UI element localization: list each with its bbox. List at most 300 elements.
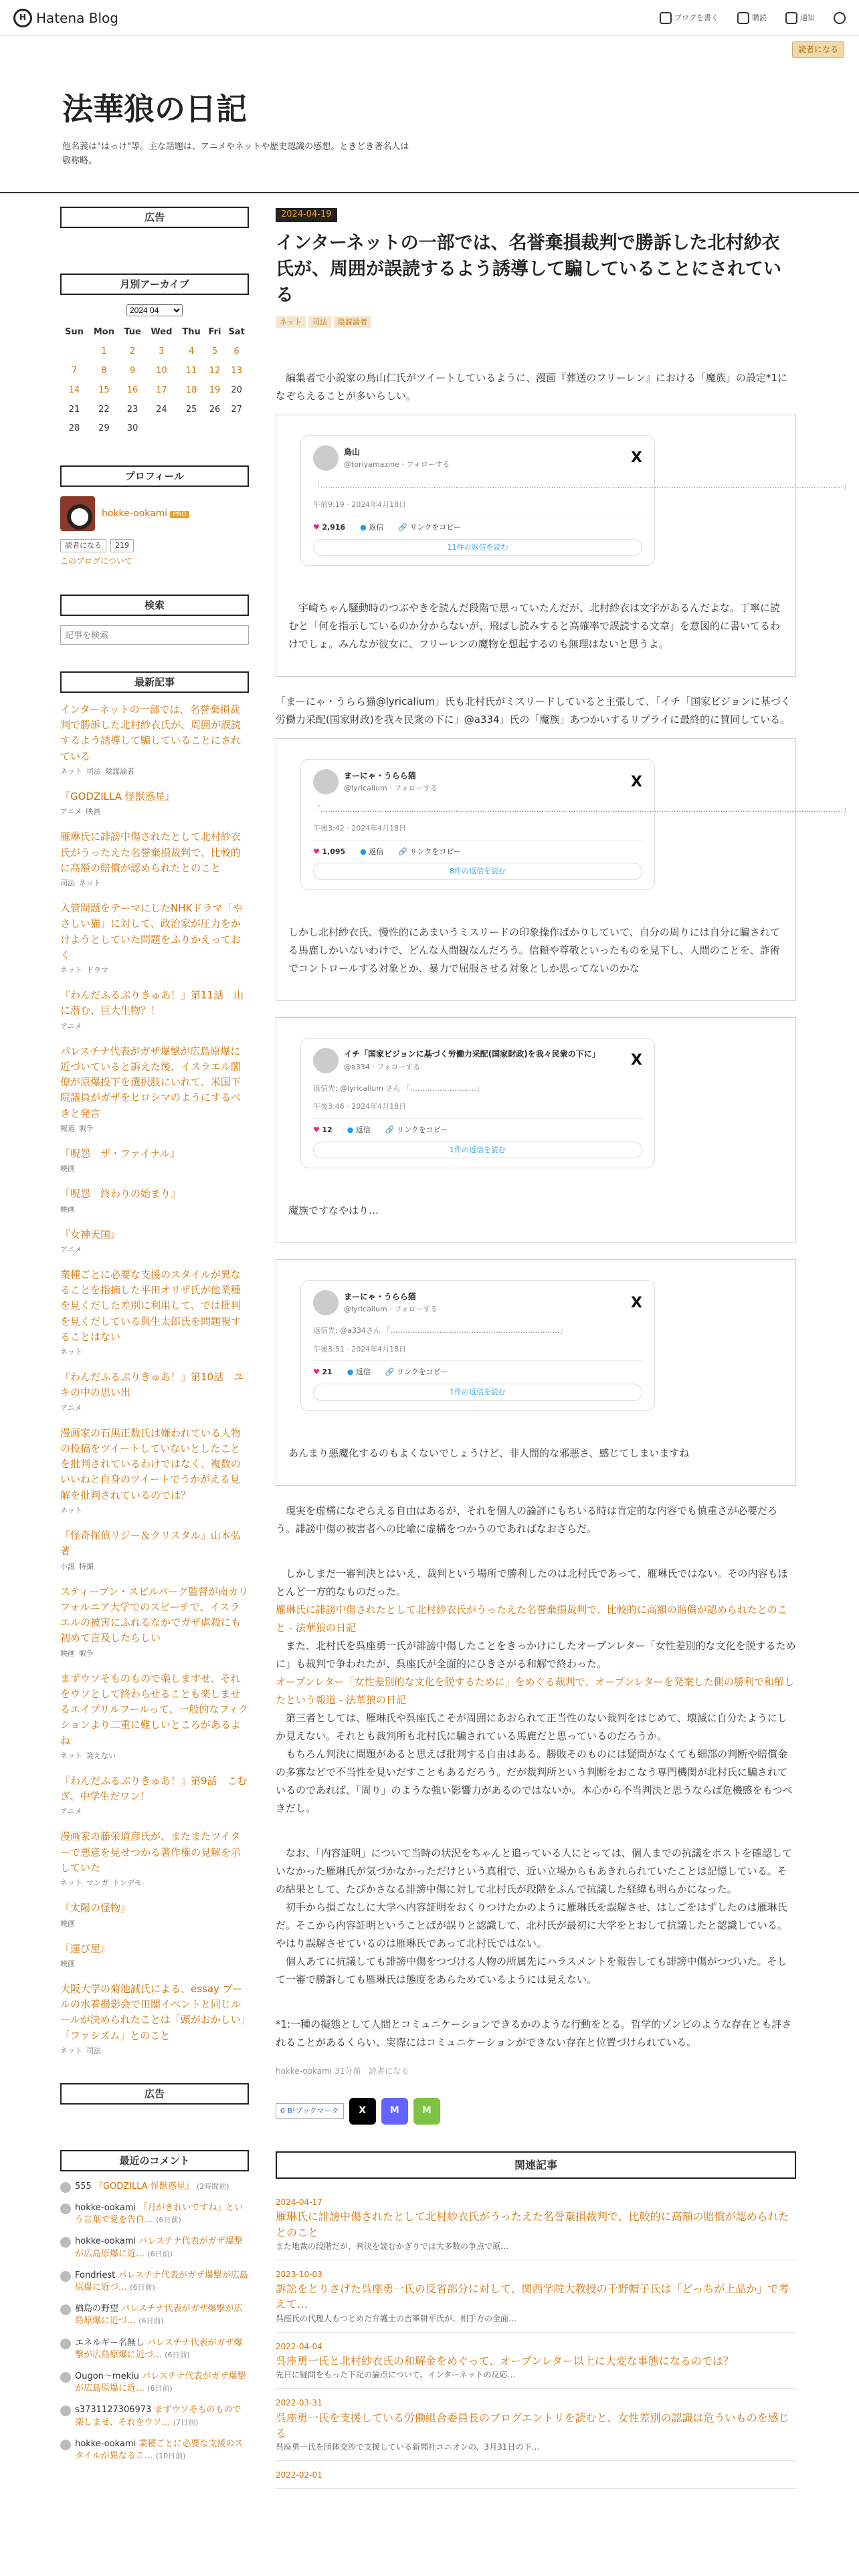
bell-icon — [785, 12, 797, 24]
related-entry-title[interactable]: 呉座勇一氏と北村紗衣氏の和解金をめぐって、オープンレター以上に大変な事態になるのでは？ — [276, 2354, 734, 2367]
calendar-day: 28 — [68, 423, 80, 434]
inline-link[interactable]: オープンレター「女性差別的な文化を脱するために」をめぐる裁判で、オープンレターを発案した側の勝利で和解したという報道 - 法華狼の日記 — [276, 1675, 795, 1706]
recent-entry-categories — [60, 1204, 249, 1215]
calendar-day — [205, 419, 225, 439]
recent-entry-categories — [60, 1750, 249, 1761]
recent-entry-categories — [60, 1877, 249, 1889]
search-module — [60, 595, 249, 645]
category-tag[interactable]: ネット — [60, 2046, 82, 2055]
copy-link-action[interactable] — [398, 522, 461, 534]
recent-entry — [60, 1227, 249, 1255]
tweet-header — [313, 769, 642, 794]
byline[interactable]: hokke-ookami 31分前 読者になる — [276, 2066, 409, 2076]
commenter-icon — [60, 2304, 71, 2315]
copy-link-action[interactable] — [385, 1124, 448, 1136]
category-tag[interactable]: ネット — [60, 1879, 82, 1888]
calendar-day[interactable]: 7 — [71, 365, 78, 376]
tweet-header — [313, 1048, 642, 1073]
calendar-day-header: Mon — [93, 327, 114, 338]
category-tag[interactable]: 笑えない — [86, 1751, 116, 1760]
x-logo-icon[interactable]: X — [631, 1294, 642, 1311]
comment-time: (6日前) — [165, 2350, 190, 2359]
mastodon-share-icon[interactable]: M — [381, 2098, 408, 2125]
recent-entry-categories — [60, 1163, 249, 1174]
category-tag[interactable]: ネット — [60, 966, 82, 975]
category-tag[interactable]: 映画 — [60, 1164, 75, 1174]
calendar-day[interactable]: 18 — [185, 385, 197, 395]
pencil-icon — [660, 12, 672, 24]
related-entry — [276, 2264, 796, 2333]
misskey-share-icon[interactable]: M — [413, 2098, 440, 2125]
recent-entry — [60, 1528, 249, 1572]
category-tag[interactable]: マンガ — [86, 1879, 108, 1888]
recent-entry-link[interactable]: 入管問題をテーマにしたNHKドラマ「やさしい猫」に対して、政治家が圧力をかけようとしていた問題をふりかえっておく — [60, 902, 243, 961]
category-tag[interactable]: ドラマ — [86, 966, 108, 975]
comment-item — [60, 2236, 249, 2260]
tweet-embed[interactable] — [300, 759, 850, 889]
calendar-day[interactable]: 11 — [185, 365, 197, 376]
reply-action[interactable] — [347, 1366, 371, 1378]
ad-title-2: 広告 — [60, 2083, 249, 2105]
hatena-logo-icon: H — [13, 9, 32, 27]
category-tag[interactable]: ネット — [60, 766, 82, 776]
recent-entry-categories — [60, 1561, 249, 1572]
category-tag[interactable]: 小説 — [60, 1562, 75, 1571]
comment-time: (6日前) — [147, 2384, 173, 2393]
related-entry — [276, 2192, 796, 2260]
write-link[interactable] — [660, 12, 719, 24]
category-tag[interactable]: 特撮 — [79, 1562, 94, 1571]
calendar-day[interactable]: 16 — [126, 385, 138, 395]
calendar-day: 27 — [231, 404, 242, 415]
paragraph: もちろん判決に問題があると思えば批判する自由はある。勝敗そのものには疑問がなくても細部の判断や賠償金の多寡などで不当性を見いだすこともあるだろう。だが裁判所という判断をおこなう専門機関が北村氏に騙されているのであれば、「周り」のような強い影響力があるのではないか。本心から不当判決と思うならば危機感をもつべきだし。 — [276, 1747, 793, 1814]
tweet-embed[interactable] — [300, 1280, 655, 1410]
blog-description: 他名義は"はっけ"等。主な話題は、アニメやネットや歴史認識の感想。ときどき著名人は敬称略。 — [62, 141, 409, 166]
comment-item — [60, 2404, 249, 2428]
tweet-actions — [313, 1361, 642, 1384]
user-icon — [834, 12, 846, 24]
related-entry-excerpt: また地裁の段階だが、判決を読むかぎりでは大多数の争点で原… — [276, 2241, 509, 2251]
comment-entry-link[interactable]: パレスチナ代表がガザ爆撃が広島原爆に近づ… — [75, 2270, 248, 2293]
recent-entry-link[interactable]: 『わんだふるぷりきゅあ！』第10話 ユキの中の思い出 — [60, 1371, 244, 1399]
link-icon: 🔗 — [385, 1125, 395, 1134]
recent-entry-categories — [60, 1244, 249, 1255]
category-tag[interactable]: ネット — [60, 1348, 82, 1357]
tweet-display-name[interactable]: イチ「国家ビジョンに基づく労働力采配(国家財政)を我々民衆の下に」 — [344, 1049, 600, 1059]
copy-link-action[interactable] — [398, 846, 461, 858]
recent-entry-link[interactable]: 『わんだふるぷりきゅあ！』第9話 こむぎ、中学生だワン！ — [60, 1774, 248, 1803]
calendar-day: 24 — [156, 404, 167, 415]
tweet-text: 「……………………………………………………………………………………………………………………………………………………………………………………………」 — [313, 481, 850, 490]
tweet-text: 返信先: @a334さん 「……………………………………………………………」 — [313, 1326, 567, 1335]
comment-time: (6日前) — [147, 2249, 173, 2258]
calendar-day[interactable]: 3 — [159, 346, 165, 357]
calendar-day[interactable]: 14 — [68, 385, 80, 395]
related-entry — [276, 2393, 796, 2461]
related-entry-title[interactable]: 訴訟をとりさげた呉座勇一氏の反省部分に対して、関西学院大教授の千野帽子氏は「どっちが上品か」で考えて… — [276, 2282, 789, 2311]
x-logo-icon[interactable]: X — [631, 773, 642, 790]
recent-entry-categories — [60, 1021, 249, 1032]
read-replies-button[interactable]: 11件の返信を読む — [313, 539, 642, 556]
category-tag[interactable]: 陰謀論者 — [105, 766, 134, 776]
paragraph: 編集者で小説家の鳥山仁氏がツイートしているように、漫画『葬送のフリーレン』における「魔族」の設定*1になぞらえることが多いらしい。 — [276, 372, 788, 402]
recent-entry-categories — [60, 1918, 249, 1929]
x-logo-icon[interactable]: X — [631, 449, 642, 467]
calendar-day[interactable]: 8 — [101, 365, 107, 376]
comment-entry-link[interactable]: 『月がきれいですね』という言葉で愛を告白… — [75, 2203, 244, 2226]
commenter-name[interactable]: hokke-ookami — [75, 2236, 136, 2247]
tweet-avatar[interactable] — [313, 769, 339, 794]
recent-entry — [60, 1829, 249, 1889]
tweet-embed[interactable] — [300, 1038, 655, 1168]
recent-entry — [60, 901, 249, 976]
recent-entry — [60, 1901, 249, 1929]
recent-entry — [60, 1370, 249, 1414]
category-tag[interactable]: 映画 — [60, 1959, 75, 1968]
profile-module — [60, 465, 249, 568]
like-action[interactable] — [313, 1366, 332, 1378]
profile-name[interactable]: hokke-ookami — [102, 508, 168, 519]
tweet-actions — [313, 516, 642, 539]
recent-entry-link[interactable]: スティーブン・スピルバーグ監督が南カリフォルニア大学でのスピーチで、イスラエルの被害にふれるなかでガザ虐殺にも初めて言及したらしい — [60, 1585, 249, 1644]
category-tag[interactable]: 映画 — [60, 1648, 75, 1658]
tweet-embed[interactable] — [300, 435, 850, 566]
recent-entry — [60, 1426, 249, 1516]
calendar-day-header: Tue — [124, 327, 141, 338]
calendar-day[interactable]: 17 — [156, 385, 167, 395]
calendar-day[interactable]: 13 — [231, 365, 242, 376]
read-replies-button[interactable]: 1件の返信を読む — [313, 1384, 642, 1401]
reply-icon: ● — [347, 1125, 354, 1134]
link-icon: 🔗 — [398, 847, 407, 856]
recent-module — [60, 671, 249, 2056]
entry-tag[interactable]: ネット — [276, 316, 306, 328]
recent-entry-link[interactable]: 『太陽の怪物』 — [60, 1902, 131, 1915]
recent-entry-link[interactable]: 『運び屋』 — [60, 1942, 111, 1955]
recent-entry-link[interactable]: 『呪怨 終わりの始まり』 — [60, 1188, 181, 1200]
reply-label: 返信 — [369, 847, 384, 856]
search-title: 検索 — [60, 595, 249, 616]
related-entry-title[interactable]: 呉座勇一氏を支援している労働組合委員長のブログエントリを読むと、女性差別の認識は危ういものを感じる — [276, 2411, 789, 2440]
commenter-icon — [60, 2204, 71, 2214]
notifications-link[interactable] — [785, 12, 815, 24]
comment-entry-link[interactable]: パレスチナ代表がガザ爆撃が広島原爆に近づ… — [75, 2337, 243, 2360]
tweet-header — [313, 1290, 642, 1315]
calendar-day[interactable]: 9 — [129, 365, 136, 376]
reply-action[interactable] — [347, 1124, 371, 1136]
tweet-avatar[interactable] — [313, 1290, 339, 1315]
reply-icon: ● — [360, 523, 367, 532]
reply-icon: ● — [347, 1368, 354, 1377]
tweet-display-name[interactable]: まーにゃ・うらら猫 — [344, 770, 416, 780]
comment-time: (7日前) — [173, 2418, 199, 2427]
copy-link-label: リンクをコピー — [409, 523, 461, 532]
commenter-icon — [60, 2182, 71, 2193]
related-title: 関連記事 — [276, 2151, 796, 2179]
category-tag[interactable]: 司法 — [86, 766, 101, 776]
category-tag[interactable]: ネット — [60, 1751, 82, 1760]
commenter-name[interactable]: 555 — [75, 2181, 92, 2191]
calendar-day[interactable]: 10 — [156, 365, 167, 376]
book-icon — [737, 12, 749, 24]
calendar-day-header: Wed — [151, 327, 173, 338]
like-action[interactable] — [313, 846, 345, 858]
category-tag[interactable]: 司法 — [60, 879, 75, 888]
related-entry-date: 2024-04-17 — [276, 2197, 322, 2208]
category-tag[interactable]: アニメ — [60, 1021, 82, 1031]
commenter-icon — [60, 2372, 71, 2383]
category-tag[interactable]: トンデモ — [112, 1879, 142, 1888]
subscribe-link[interactable] — [737, 12, 767, 24]
commenter-name[interactable]: Ougon～mekiu — [75, 2371, 139, 2381]
blog-title[interactable]: 法華狼の日記 — [62, 91, 247, 127]
recent-entry-link[interactable]: 『呪怨 ザ・ファイナル』 — [60, 1147, 180, 1160]
comment-time: (6日前) — [138, 2317, 164, 2326]
recent-entry — [60, 1146, 249, 1174]
tweet-handle[interactable]: @a334 · フォローする — [344, 1062, 421, 1071]
follower-count: 219 — [110, 539, 134, 552]
like-count: 1,095 — [322, 847, 346, 856]
tweet-avatar[interactable] — [313, 445, 339, 471]
recent-entry-link[interactable]: 『女神天国』 — [60, 1228, 121, 1241]
inline-link[interactable]: 雁琳氏に誹謗中傷されたとして北村紗衣氏がうったえた名誉棄損裁判で、比較的に高額の賠償が認められたとのこと - 法華狼の日記 — [276, 1603, 787, 1634]
tweet-text: 返信先: @lyricalium さん 「………………………」 — [313, 1083, 484, 1093]
tweet-actions — [313, 841, 642, 863]
comments-module — [60, 2150, 249, 2462]
calendar-day[interactable]: 4 — [188, 346, 195, 357]
paragraph: あんまり悪魔化するのもよくないでしょうけど、非人間的な邪悪さ、感じてしまいますね — [288, 1446, 690, 1459]
recent-entry-categories — [60, 1806, 249, 1817]
recent-entry-categories — [60, 766, 249, 777]
subscribe-label: 購読 — [752, 13, 767, 22]
commenter-name[interactable]: hokke-ookami — [75, 2203, 136, 2214]
link-icon: 🔗 — [398, 523, 407, 532]
entry-tag[interactable]: 陰謀論者 — [334, 316, 371, 328]
tweet-timestamp[interactable]: 午後3:42 · 2024年4月18日 — [313, 823, 642, 841]
profile-title: プロフィール — [60, 465, 249, 487]
related-entry-excerpt: 先日に疑問をもった下記の論点について、インターネットの反応… — [276, 2370, 516, 2380]
related-entry — [276, 2465, 796, 2489]
hatena-logo[interactable] — [13, 7, 118, 29]
comment-item — [60, 2371, 249, 2395]
calendar-day[interactable]: 15 — [98, 385, 110, 395]
follow-button[interactable]: 読者になる — [60, 539, 106, 552]
recent-entry-categories — [60, 1958, 249, 1969]
paragraph: しかし北村紗衣氏、慢性的にあまいうミスリードの印象操作ばかりしていて、自分の周りには自分に騙されてる馬鹿しかいないわけで、どんな人間観なんだろう。信頼や尊敬といったものを見下し、人間のことを、詐術でコントロールする対象とか、暴力で屈服させる対象としか思ってないのかな — [288, 926, 780, 974]
reply-icon: ● — [360, 847, 367, 856]
reply-label: 返信 — [369, 523, 384, 532]
bookmark-button[interactable]: 0 B!ブックマーク — [276, 2103, 344, 2119]
recent-entry-link[interactable]: 『GODZILLA 怪獣惑星』 — [60, 790, 175, 802]
commenter-name[interactable]: 楢島の野望 — [75, 2304, 119, 2315]
recent-entry-categories — [60, 806, 249, 817]
global-header — [0, 0, 859, 36]
pro-badge: PRO — [170, 511, 189, 518]
reply-action[interactable] — [360, 846, 383, 858]
commenter-name[interactable]: hokke-ookami — [75, 2438, 136, 2449]
recent-entry-link[interactable]: パレスチナ代表がガザ爆撃が広島原爆に近づいていると訴えた後、イスラエル閣僚が原爆投下を選択肢にいれて、米国下院議員がガザをヒロシマのようにするべきと発言 — [60, 1045, 242, 1119]
comment-entry-link[interactable]: 『GODZILLA 怪獣惑星』 — [94, 2181, 194, 2191]
recent-entry-categories — [60, 1123, 249, 1134]
paragraph: また、北村氏を呉座勇一氏が誹謗中傷したことをきっかけにしたオープンレター「女性差別的な文化を脱するために」も裁判で争われたが、呉座氏が全面的にひきさがる和解で終わった。 — [276, 1639, 796, 1670]
user-menu[interactable] — [834, 12, 846, 24]
comment-item — [60, 2181, 249, 2193]
commenter-icon — [60, 2237, 71, 2248]
calendar-day[interactable]: 1 — [101, 346, 107, 357]
subscribe-button[interactable]: 読者になる — [792, 41, 844, 58]
tweet-display-name[interactable]: 鳥山 — [344, 447, 361, 457]
heart-icon: ♥ — [313, 523, 320, 532]
calendar-day-header: Sun — [65, 327, 84, 338]
paragraph: 初手から損ごなしに大学へ内容証明をおくりつけたかのように雁琳氏を誤解させ、はしごをはずしたのは雁琳氏だ。そこから内容証明ということばが誤りと認識して、北村氏が最初に大学をとおして抗議したと認識している。やはり誤解させているのは雁琳氏であって北村氏ではない。 — [276, 1901, 787, 1949]
category-tag[interactable]: 映画 — [60, 1204, 75, 1214]
footnote: *1:一種の擬態として人間とコミュニケーションできるかのような行動をとる。哲学的ゾンビのような存在とも評されることがあるくらい、実際にはコミュニケーションができない存在と位置づけられている。 — [276, 2018, 792, 2048]
calendar-day — [60, 342, 88, 362]
like-action[interactable] — [313, 522, 345, 534]
tweet-timestamp[interactable]: 午後3:51 · 2024年4月18日 — [313, 1344, 642, 1362]
category-tag[interactable]: 戦争 — [79, 1123, 94, 1133]
calendar-day[interactable]: 5 — [211, 346, 218, 357]
reply-action[interactable] — [360, 522, 383, 534]
recent-entry-categories — [60, 1648, 249, 1659]
category-tag[interactable]: アニメ — [60, 1245, 82, 1254]
about-link[interactable]: このブログについて — [60, 556, 132, 566]
comments-title: 最近のコメント — [60, 2150, 249, 2171]
related-entry-date: 2023-10-03 — [276, 2270, 322, 2280]
calendar-day[interactable]: 12 — [209, 365, 221, 376]
reply-label: 返信 — [355, 1125, 371, 1134]
calendar-day: 22 — [98, 404, 110, 415]
calendar-day: 23 — [126, 404, 138, 415]
recent-entry-link[interactable]: 『わんだふるぷりきゅあ！』第11話 山に潜む、巨大生物？！ — [60, 989, 244, 1017]
calendar-day[interactable]: 6 — [233, 346, 240, 357]
recent-entry — [60, 988, 249, 1032]
category-tag[interactable]: 司法 — [86, 2046, 101, 2055]
paragraph: しかしまだ一審判決とはいえ、裁判という場所で勝利したのは北村氏であって、雁琳氏ではない。その内容もほとんど一方的なものだった。 — [276, 1567, 788, 1598]
main-content — [276, 207, 850, 2493]
comment-item — [60, 2202, 249, 2226]
tweet-display-name[interactable]: まーにゃ・うらら猫 — [344, 1291, 416, 1301]
recent-entry-link[interactable]: 漫画家の藤栄道彦氏が、またまたツイターで悪意を見せつかる著作権の見解を示していた — [60, 1830, 242, 1874]
related-entry-date: 2022-02-01 — [276, 2470, 322, 2480]
archive-module — [60, 274, 249, 439]
related-entry-title[interactable]: 雁琳氏に誹謗中傷されたとして北村紗衣氏がうったえた名誉棄損裁判で、比較的に高額の賠償が認められたとのこと — [276, 2210, 789, 2239]
calendar-day — [178, 419, 205, 439]
category-tag[interactable]: 報道 — [60, 1123, 75, 1133]
recent-entry-link[interactable]: 大阪大学の菊池誠氏による、essay ブールの水着撮影会で田閣イベントと同じルールが決められたことは「頭がおかしい」「ファシズム」とのこと — [60, 1982, 246, 2042]
comment-entry-link[interactable]: パレスチナ代表がガザ爆撃が広島原爆に近づ… — [75, 2304, 243, 2327]
entry-date[interactable]: 2024-04-19 — [276, 208, 337, 222]
paragraph: 魔族ですなやはり… — [288, 1204, 379, 1217]
comment-time: (10日前) — [155, 2451, 186, 2460]
comment-entry-link[interactable]: まずウソそものもので楽しませ、それをウソ… — [75, 2405, 242, 2428]
category-tag[interactable]: アニメ — [60, 1403, 82, 1412]
related-entry-excerpt: 呉座氏の代理人もつとめた弁護士の吉峯耕平氏が、相手方の全面… — [276, 2313, 517, 2323]
entry-title[interactable]: インターネットの一部では、名誉棄損裁判で勝訴した北村紗衣氏が、周囲が誤読するよう誘導して騙していることにされている — [276, 233, 781, 306]
comment-entry-link[interactable]: パレスチナ代表がガザ爆撃が広島原爆に近… — [75, 2236, 243, 2259]
comment-item — [60, 2270, 249, 2294]
search-input[interactable] — [60, 625, 249, 645]
category-tag[interactable]: 映画 — [60, 1919, 75, 1928]
category-tag[interactable]: 戦争 — [79, 1648, 94, 1658]
tweet-timestamp[interactable]: 午後3:46 · 2024年4月18日 — [313, 1101, 642, 1119]
read-replies-button[interactable]: 1件の返信を読む — [313, 1142, 642, 1159]
blog-header — [0, 36, 859, 193]
comment-item — [60, 2337, 249, 2361]
commenter-name[interactable]: エネルギー名無し — [75, 2337, 145, 2348]
recent-entry — [60, 789, 249, 817]
x-logo-icon[interactable]: X — [631, 1052, 642, 1069]
avatar[interactable] — [60, 496, 95, 531]
calendar-day[interactable]: 19 — [209, 385, 221, 395]
comment-item — [60, 2438, 249, 2462]
tweet-user — [313, 769, 438, 794]
paragraph: 宇崎ちゃん騒動時のつぶやきを読んだ段階で思っていたんだが、北村紗衣は文字があるんだよな。丁寧に読むと「何を指示しているのか分からないが、飛ばし読みすると高確率で誤読する文章」を意図的に書いてるわけでしょ。みんなが彼女に、フリーレンの魔物を想起するのも無理はないと思うよ。 — [288, 602, 781, 651]
read-replies-button[interactable]: 8件の返信を読む — [313, 863, 642, 880]
comment-entry-link[interactable]: パレスチナ代表がガザ爆撃が広島原爆に近… — [75, 2371, 246, 2394]
recent-entry — [60, 1044, 249, 1134]
recent-entry — [60, 1941, 249, 1969]
x-share-icon[interactable]: X — [349, 2098, 376, 2125]
commenter-icon — [60, 2405, 71, 2416]
recent-entry-link[interactable]: インターネットの一部では、名誉棄損裁判で勝訴した北村紗衣氏が、周囲が誤読するよう誘導して騙していることにされている — [60, 703, 242, 762]
calendar-day[interactable]: 2 — [129, 346, 136, 357]
heart-icon: ♥ — [313, 1125, 320, 1134]
commenter-icon — [60, 2440, 71, 2450]
recent-entry-link[interactable]: 業種ごとに必要な支援のスタイルが異なることを指摘した平田オリザ氏が他業種を見くだした差別に利用して、では批判を見くだしている與生太郎氏を問題視することはない — [60, 1268, 242, 1343]
commenter-icon — [60, 2271, 71, 2282]
comment-time: (2時間前) — [196, 2181, 229, 2191]
copy-link-action[interactable] — [385, 1366, 448, 1378]
category-tag[interactable]: アニメ — [60, 1807, 82, 1816]
tweet-timestamp[interactable]: 午前9:19 · 2024年4月18日 — [313, 499, 642, 517]
tweet-handle[interactable]: @lyricalium · フォローする — [344, 784, 438, 793]
category-tag[interactable]: ネット — [79, 879, 101, 888]
tweet-avatar[interactable] — [313, 1048, 339, 1073]
comment-entry-link[interactable]: 業種ごとに必要な支援のスタイルが異なるこ… — [75, 2438, 244, 2461]
like-action[interactable] — [313, 1124, 332, 1136]
comment-time: (6日前) — [130, 2283, 155, 2292]
recent-entry-link[interactable]: 雁琳氏に誹謗中傷されたとして北村紗衣氏がうったえた名誉棄損裁判で、比較的に高額の賠償が認められたとのこと — [60, 831, 242, 874]
tweet-handle[interactable]: @lyricalium · フォローする — [344, 1304, 438, 1313]
category-tag[interactable]: 映画 — [86, 807, 101, 817]
recent-entry — [60, 1186, 249, 1214]
archive-select[interactable] — [126, 304, 183, 316]
tweet-handle[interactable]: @toriyamazine · フォローする — [344, 459, 450, 469]
share-buttons — [276, 2098, 796, 2125]
comment-time: (6日前) — [156, 2216, 181, 2225]
commenter-name[interactable]: s3731127306973 — [75, 2405, 152, 2416]
calendar-day — [224, 419, 249, 439]
calendar-day: 21 — [68, 404, 80, 415]
recent-entry-categories — [60, 1402, 249, 1414]
category-tag[interactable]: ネット — [60, 1505, 82, 1515]
calendar-day-header: Sat — [228, 327, 245, 338]
recent-entry — [60, 702, 249, 777]
recent-entry — [60, 829, 249, 889]
recent-entry — [60, 1584, 249, 1659]
paragraph: 「まーにゃ・うらら猫@lyricalium」氏も北村氏がミスリードしていると主張して、「イチ「国家ビジョンに基づく労働力采配(国家財政)を我々民衆の下に」@a334」氏の「魔族」あつかいするリプライに最終的に賛同している。 — [276, 695, 791, 726]
recent-entry-link[interactable]: まずウソそものもので楽しますせ、それをウソとして終わらせることも楽しませるエイプリルフールって、一般的なフィクションより二重に難しいところがあるよね — [60, 1672, 249, 1747]
tweet-text: 「……………………………………………………………………………………………………………………………………………………………………………………………」 — [313, 805, 850, 815]
commenter-name[interactable]: Fondriest — [75, 2270, 116, 2280]
recent-entry-link[interactable]: 『怪奇探偵リジー＆クリスタル』山本弘著 — [60, 1529, 241, 1558]
like-count: 2,916 — [322, 523, 346, 532]
category-tag[interactable]: アニメ — [60, 807, 82, 817]
entry-tag[interactable]: 司法 — [308, 316, 331, 328]
recent-entry-link[interactable]: 漫画家の石黒正数氏は嫌われている人物の投稿をツイートしていないとしたことを批判されているわけではなく、複数のいいねと自身のツイートでうかがえる見解を批判されているのでは？ — [60, 1426, 242, 1501]
paragraph: 第三者としては、雁琳氏や呉座氏こそが周囲にあおられて正当性のない裁判をはじめて、壊滅に自分たようにしか見えない。それとも裁判所も北村氏に騙されている馬鹿だと思っているのだろうか。 — [276, 1711, 787, 1742]
